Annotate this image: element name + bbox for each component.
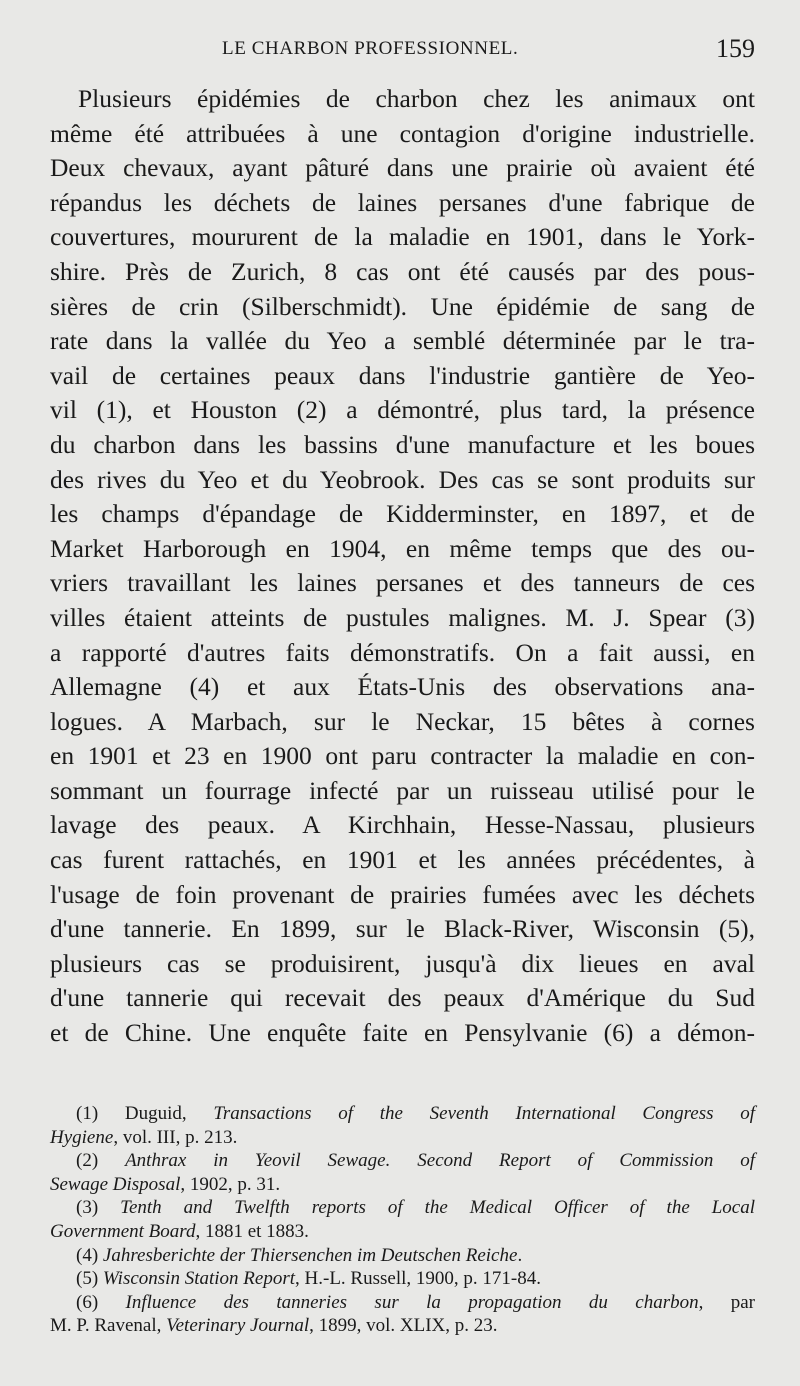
body-line: du charbon dans les bassins d'une manufacture et les boues <box>50 429 755 459</box>
body-line: shire. Près de Zurich, 8 cas ont été causés par des pous- <box>50 256 755 286</box>
footnote-text: M. P. Ravenal, <box>50 1315 167 1337</box>
footnote-title: Tenth and Twelfth reports of the Medical Officer of the Local <box>120 1197 756 1219</box>
footnotes <box>50 1102 755 1338</box>
body-line: plusieurs cas se produisirent, jusqu'à dix lieues en aval <box>50 948 755 978</box>
body-line: même été attribuées à une contagion d'origine industrielle. <box>50 118 755 148</box>
body-line: vriers travaillant les laines persanes et des tanneurs de ces <box>50 568 755 598</box>
footnote-line <box>50 1267 755 1291</box>
footnote-line <box>50 1314 755 1338</box>
footnote-title: Veterinary Journal <box>166 1315 310 1337</box>
footnote-text: , 1902, p. 31. <box>180 1173 281 1195</box>
footnote-text: , 1881 et 1883. <box>195 1220 309 1242</box>
body-line: Plusieurs épidémies de charbon chez les animaux ont <box>78 84 755 113</box>
body-line: lavage des peaux. A Kirchhain, Hesse-Nassau, plusieurs <box>50 810 755 840</box>
footnote-title: Transactions of the Seventh International Congress of <box>213 1103 756 1124</box>
footnote-number: (5) <box>76 1268 99 1290</box>
footnote-line <box>50 1244 755 1268</box>
body-line: couvertures, moururent de la maladie en 1901, dans le York- <box>50 222 755 252</box>
body-line: vil (1), et Houston (2) a démontré, plus tard, la présence <box>50 395 755 425</box>
footnote-text: , 1899, vol. XLIX, p. 23. <box>309 1315 498 1337</box>
body-paragraph <box>50 82 755 1051</box>
page-header <box>50 34 755 68</box>
running-head: LE CHARBON PROFESSIONNEL. <box>222 38 519 59</box>
footnote-title: Hygiene <box>50 1126 114 1148</box>
body-line: l'usage de foin provenant de prairies fumées avec les déchets <box>50 879 755 909</box>
footnote-number: (1) <box>76 1103 99 1124</box>
body-line: cas furent rattachés, en 1901 et les années précédentes, à <box>50 845 755 875</box>
body-line: rate dans la vallée du Yeo a semblé déterminée par le tra- <box>50 326 755 356</box>
body-line: et de Chine. Une enquête faite en Pensylvanie (6) a démon- <box>50 1018 755 1048</box>
body-line: d'une tannerie qui recevait des peaux d'Amérique du Sud <box>50 983 755 1013</box>
footnote-text: Duguid, <box>124 1103 214 1124</box>
footnote-line <box>50 1102 755 1126</box>
footnote-text: . <box>517 1244 523 1266</box>
body-line: répandus les déchets de laines persanes d'une fabrique de <box>50 187 755 217</box>
body-line: sommant un fourrage infecté par un ruisseau utilisé pour le <box>50 775 755 805</box>
body-line: Allemagne (4) et aux États-Unis des observations ana- <box>50 672 755 702</box>
body-line: villes étaient atteints de pustules malignes. M. J. Spear (3) <box>50 602 755 632</box>
footnote-title: Influence des tanneries sur la propagation du charbon <box>125 1291 699 1313</box>
footnote-text: , par <box>698 1291 756 1313</box>
body-line: vail de certaines peaux dans l'industrie gantière de Yeo- <box>50 360 755 390</box>
footnote-line <box>50 1291 755 1315</box>
footnote-text: , vol. III, p. 213. <box>113 1126 238 1148</box>
footnote-number: (4) <box>76 1244 99 1266</box>
body-line: a rapporté d'autres faits démonstratifs. On a fait aussi, en <box>50 637 755 667</box>
footnote-line <box>50 1149 755 1173</box>
footnote-text: , H.-L. Russell, 1900, p. 171-84. <box>295 1268 541 1290</box>
footnote-line <box>50 1196 755 1220</box>
footnote-title: Wisconsin Station Report <box>102 1268 296 1290</box>
body-line: les champs d'épandage de Kidderminster, en 1897, et de <box>50 499 755 529</box>
body-line: sières de crin (Silberschmidt). Une épidémie de sang de <box>50 291 755 321</box>
body-line: Market Harborough en 1904, en même temps que des ou- <box>50 533 755 563</box>
footnote-line <box>50 1173 755 1197</box>
body-line: en 1901 et 23 en 1900 ont paru contracter la maladie en con- <box>50 741 755 771</box>
body-line: logues. A Marbach, sur le Neckar, 15 bêtes à cornes <box>50 706 755 736</box>
footnote-line <box>50 1220 755 1244</box>
footnote-number: (3) <box>76 1197 99 1219</box>
page-number: 159 <box>716 34 755 63</box>
footnote-title: Jahresberichte der Thiersenchen im Deutschen Reiche <box>102 1244 518 1266</box>
body-line: d'une tannerie. En 1899, sur le Black-River, Wisconsin (5), <box>50 914 755 944</box>
body-line: des rives du Yeo et du Yeobrook. Des cas se sont produits sur <box>50 464 755 494</box>
footnote-title: Government Board <box>50 1220 196 1242</box>
body-line: Deux chevaux, ayant pâturé dans une prairie où avaient été <box>50 153 755 183</box>
footnote-number: (2) <box>76 1150 99 1172</box>
footnote-title: Sewage Disposal <box>50 1173 181 1195</box>
footnote-title: Anthrax in Yeovil Sewage. Second Report of Commission of <box>125 1150 756 1172</box>
footnote-number: (6) <box>76 1291 99 1313</box>
footnote-line <box>50 1126 755 1150</box>
